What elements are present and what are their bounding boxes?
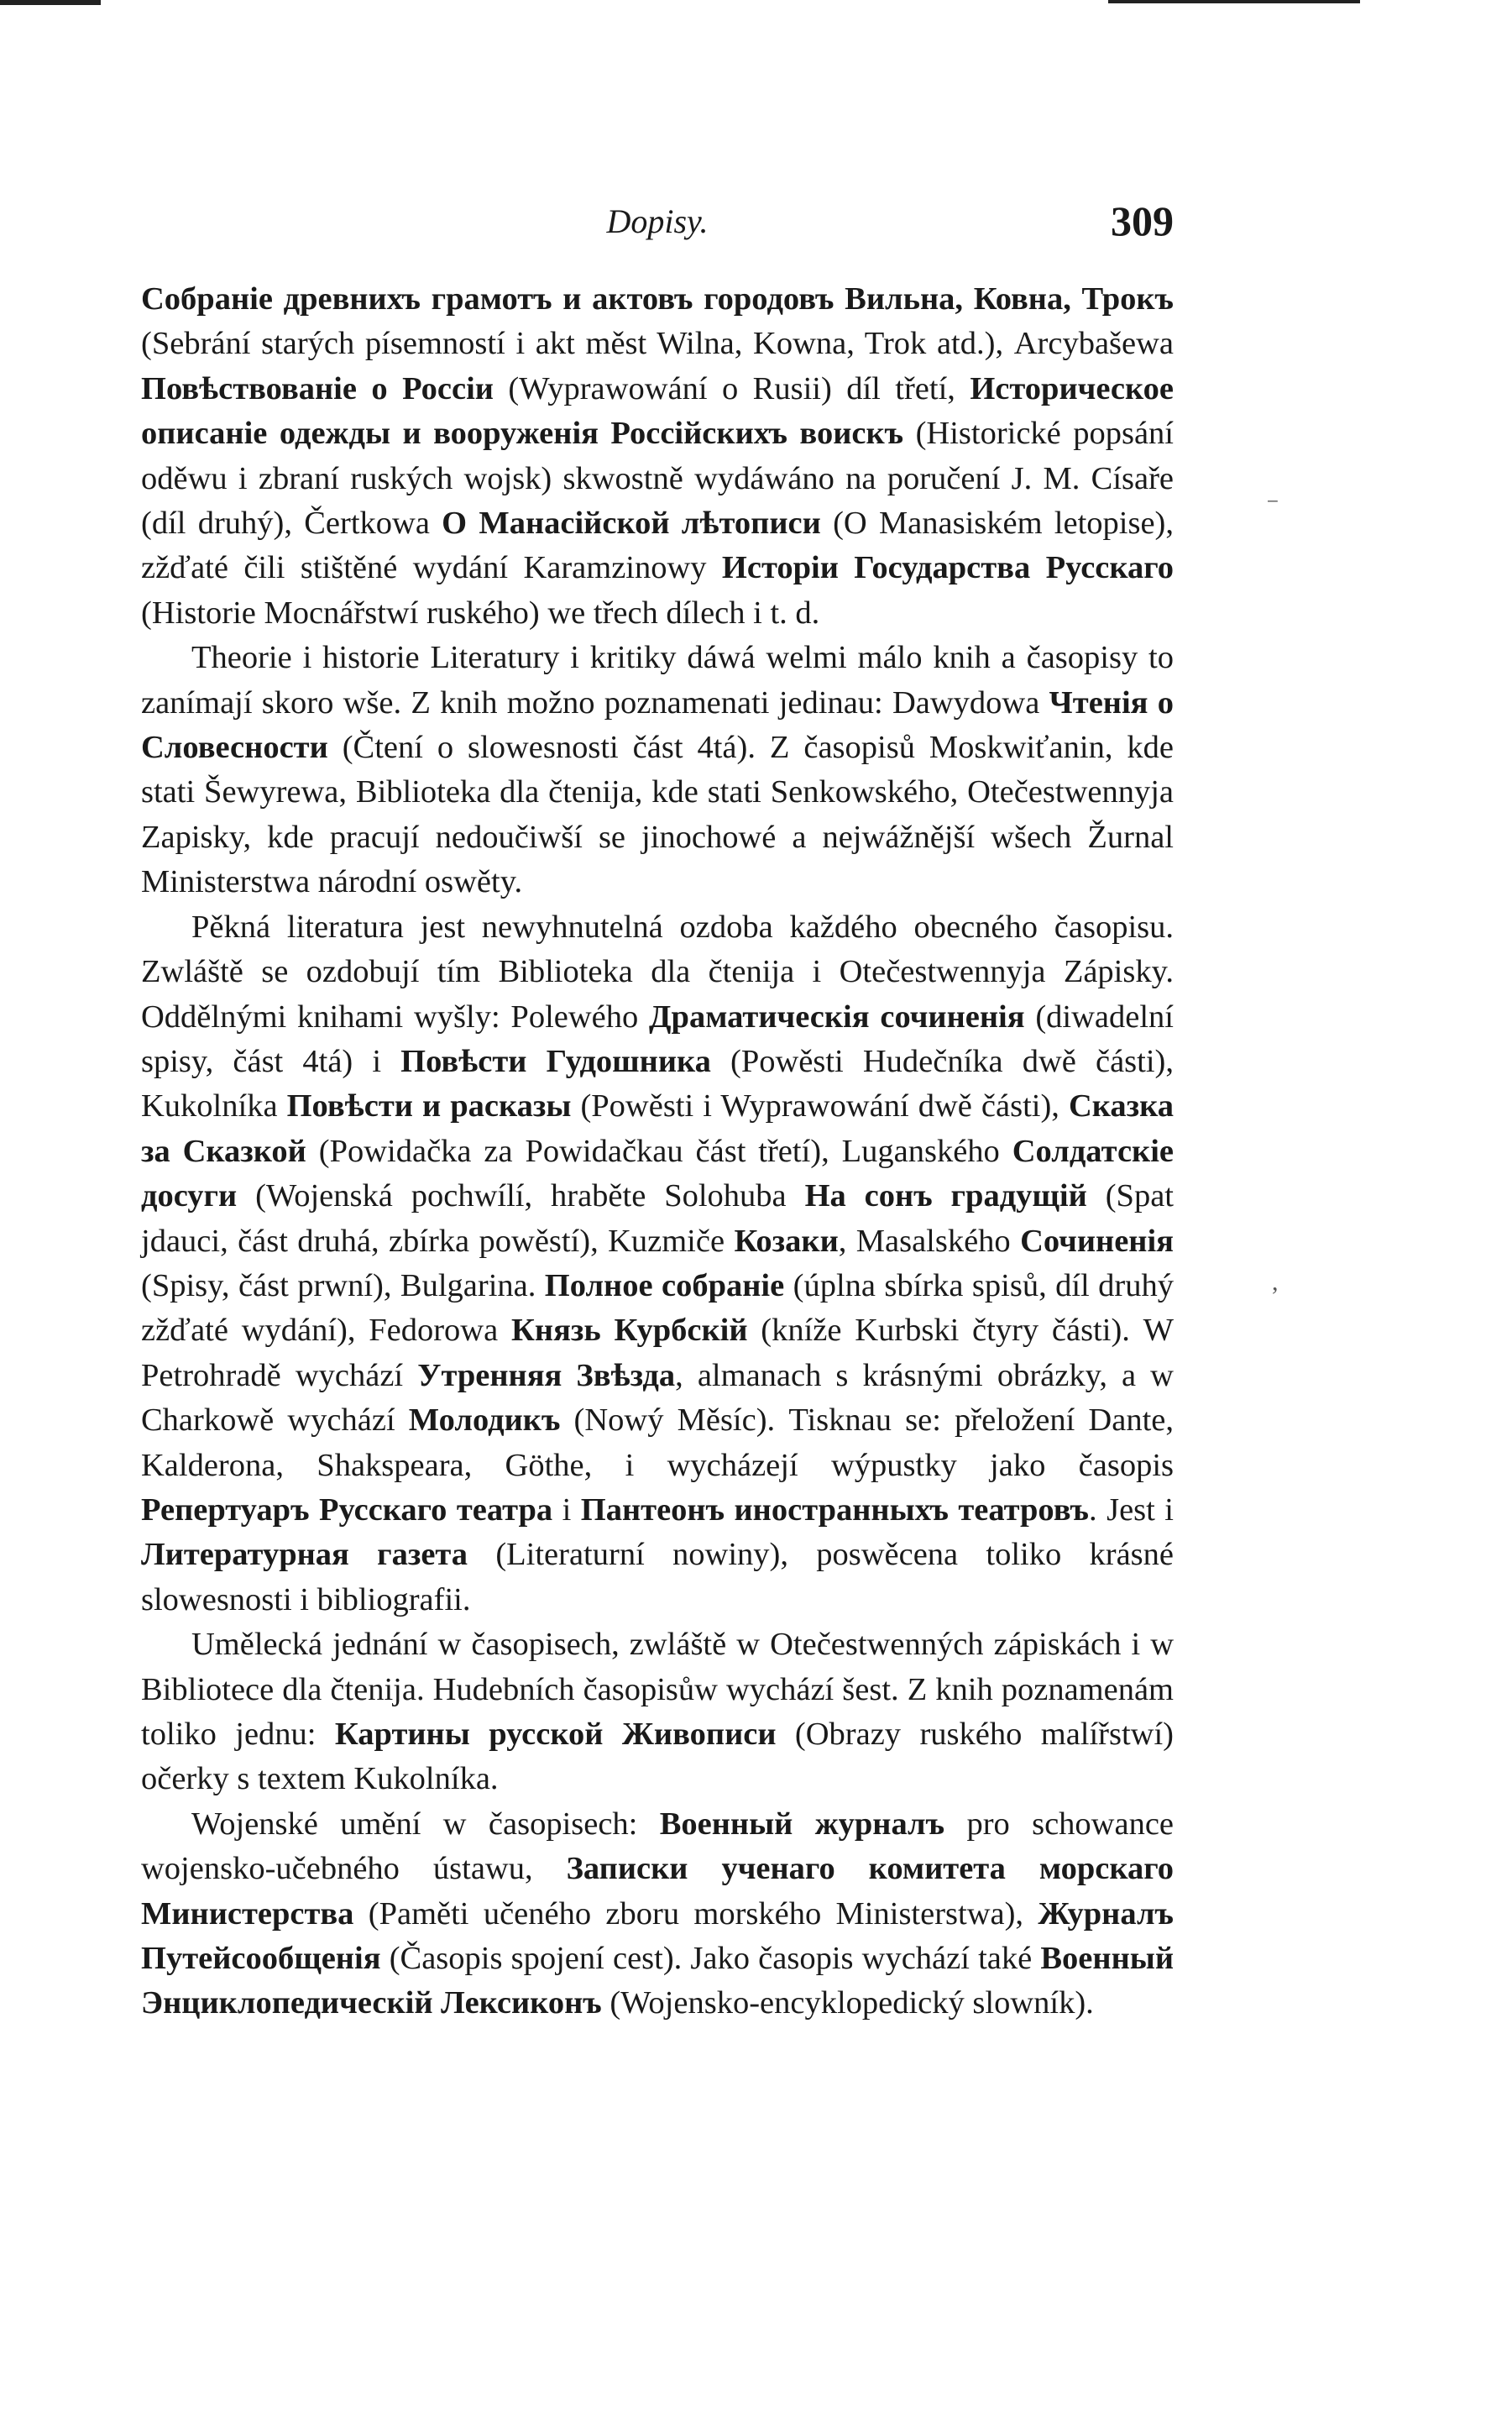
text-run: (O Manasiském letopise), zžďaté čili stištěné wydání Karamzinowy xyxy=(141,506,1174,586)
russian-title: Повѣсти Гудошника xyxy=(400,1043,711,1079)
text-run: (Sebrání starých písemností i akt měst Wilna, Kowna, Trok atd.), Arcybašewa xyxy=(141,326,1174,362)
russian-title: Военный Энциклопедическій Лексиконъ xyxy=(141,1941,1174,2021)
russian-title: Князь Курбскій xyxy=(510,1313,748,1349)
russian-title: Сочиненія xyxy=(1020,1223,1174,1259)
russian-title: Историческое описаніе одежды и вооруженія Россійскихъ воискъ xyxy=(141,370,1175,452)
text-run: (Spat jdauci, část druhá, zbírka powěstí), Kuzmiče xyxy=(141,1178,1174,1259)
russian-title: Козаки xyxy=(734,1223,839,1259)
russian-title: Военный журналъ xyxy=(659,1806,945,1842)
text-run: (kníže Kurbski čtyry části). W Petrohradě wychází xyxy=(141,1313,1174,1393)
book-page xyxy=(141,0,1174,2427)
scan-edge-mark xyxy=(0,0,101,5)
russian-title: Репертуаръ Русскаго театра xyxy=(141,1491,553,1528)
page-number: 309 xyxy=(1111,197,1174,244)
body-text xyxy=(141,277,1174,2026)
russian-title: Утренняя Звѣзда xyxy=(417,1357,676,1393)
russian-title: Собраніе древнихъ грамотъ и актовъ городовъ Вильна, Ковна, Трокъ xyxy=(141,281,1174,317)
text-run: (Wojenská pochwílí, hraběte Solohuba xyxy=(237,1178,805,1214)
text-run: Theorie i historie Literatury i kritiky dáwá welmi málo knih a časopisy to zanímají skoro wše. Z knih možno poznamenati jedinau: Dawydowa xyxy=(141,640,1174,721)
text-run: Wojenské umění w časopisech: xyxy=(191,1806,660,1842)
russian-title: Сказка за Сказкой xyxy=(141,1088,1174,1169)
russian-title: Драматическія сочиненія xyxy=(649,999,1025,1035)
text-run: pro schowance wojensko-učebného ústawu, xyxy=(141,1806,1175,1887)
paragraph-2 xyxy=(141,636,1174,904)
running-title: Dopisy. xyxy=(606,202,709,240)
russian-title: Солдатскіе досуги xyxy=(141,1133,1174,1214)
russian-title: Полное собраніе xyxy=(544,1267,785,1303)
russian-title: Пантеонъ иностранныхъ театровъ xyxy=(580,1491,1089,1528)
russian-title: Молодикъ xyxy=(408,1402,561,1439)
paragraph-4 xyxy=(141,1622,1174,1802)
russian-title: О Манасійской лѣтописи xyxy=(442,506,821,542)
russian-title: Записки ученаго комитета морскаго Министерства xyxy=(141,1851,1174,1932)
text-run: (Powěsti Hudečníka dwě části), Kukolníka xyxy=(141,1043,1174,1124)
text-run: (Powěsti i Wyprawowání dwě části), xyxy=(571,1088,1069,1124)
text-run: Pěkná literatura jest newyhnutelná ozdoba každého obecného časopisu. Zwláště se ozdobují tím Biblioteka dla čtenija i Otečestwennyja Zápisky. Oddělnými knihami wyšly: Polewého xyxy=(141,909,1174,1035)
text-run: , Masalského xyxy=(838,1223,1021,1259)
text-run: (Historie Mocnářstwí ruského) we třech dílech i t. d. xyxy=(141,595,820,631)
text-run: (Spisy, část prwní), Bulgarina. xyxy=(141,1267,545,1303)
text-run: (Paměti učeného zboru morského Ministerstwa), xyxy=(353,1895,1039,1932)
text-run: (diwadelní spisy, část 4tá) i xyxy=(141,999,1174,1079)
russian-title: Повѣсти и расказы xyxy=(286,1088,572,1124)
text-run: (Čtení o slowesnosti část 4tá). Z časopisů Moskwiťanin, kde stati Šewyrewa, Biblioteka dla čtenija, kde stati Senkowského, Otečestwennyja Zapisky, kde pracují nedoučiwší se jinochowé a nejwážnější wšech Žurnal Ministerstwa národní oswěty. xyxy=(141,730,1174,900)
text-run: (Wojensko-encyklopedický slowník). xyxy=(601,1985,1094,2021)
russian-title: Чтенія о Словесности xyxy=(141,684,1174,766)
text-run: (úplna sbírka spisů, díl druhý zžďaté wydání), Fedorowa xyxy=(141,1267,1174,1349)
russian-title: Картины русской Живописи xyxy=(334,1717,777,1752)
text-run: i xyxy=(552,1491,581,1528)
running-head xyxy=(141,197,1174,247)
paragraph-1 xyxy=(141,277,1174,636)
paragraph-5 xyxy=(141,1802,1174,2026)
russian-title: Журналъ Путейсообщенія xyxy=(141,1895,1174,1977)
text-run: , almanach s krásnými obrázky, a w Charkowě wychází xyxy=(141,1357,1174,1439)
russian-title: Литературная газета xyxy=(141,1537,468,1573)
margin-pencil-mark: ⁻ xyxy=(1266,492,1279,520)
russian-title: Повѣствованіе о Россіи xyxy=(141,370,494,406)
margin-pencil-mark: , xyxy=(1272,1268,1279,1296)
text-run: (Nowý Měsíc). Tisknau se: přeložení Dante, Kalderona, Shakspeara, Göthe, i wycházejí wýpustky jako časopis xyxy=(141,1402,1174,1483)
text-run: (Historické popsání oděwu i zbraní ruských wojsk) skwostně wydáwáno na poručení J. M. Císaře (díl druhý), Čertkowa xyxy=(141,416,1174,542)
text-run: (Wyprawowání o Rusii) díl třetí, xyxy=(493,370,971,406)
text-run: (Literaturní nowiny), poswěcena toliko krásné slowesnosti i bibliografii. xyxy=(141,1537,1174,1617)
paragraph-3 xyxy=(141,905,1174,1623)
text-run: (Obrazy ruského malířstwí) očerky s textem Kukolníka. xyxy=(141,1717,1175,1797)
text-run: (Powidačka za Powidačkau část třetí), Luganského xyxy=(306,1133,1012,1169)
russian-title: На сонъ градущій xyxy=(804,1178,1087,1214)
text-run: (Časopis spojení cest). Jako časopis wychází také xyxy=(380,1941,1041,1977)
text-run: . Jest i xyxy=(1089,1491,1175,1528)
text-run: Umělecká jednání w časopisech, zwláště w Otečestwenných zápiskách i w Bibliotece dla čtenija. Hudebních časopisůw wychází šest. Z knih poznamenám toliko jednu: xyxy=(141,1627,1174,1752)
russian-title: Исторіи Государства Русскаго xyxy=(721,550,1174,586)
